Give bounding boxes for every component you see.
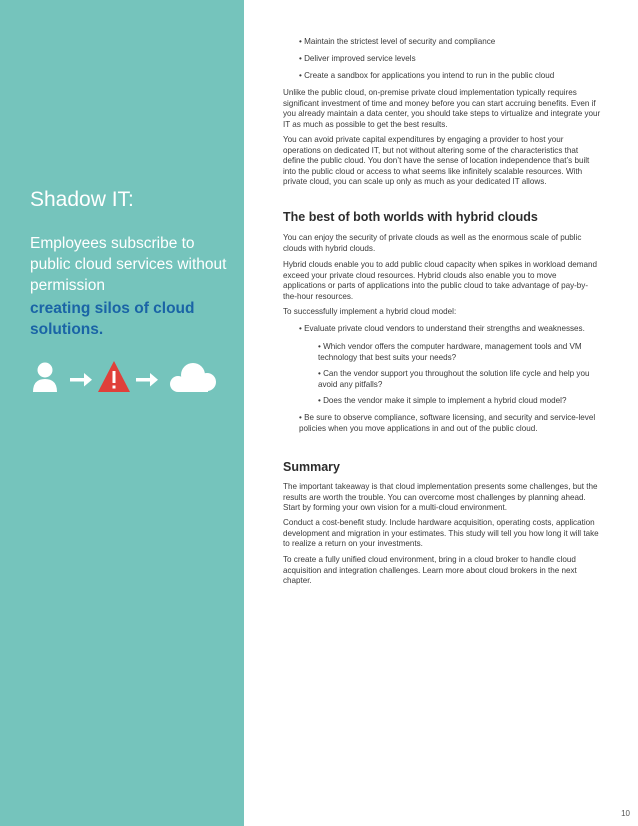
paragraph: Hybrid clouds enable you to add public cloud capacity when spikes in workload demand exceed your private cloud resources. Hybrid clouds also enable you to move applications or parts of applications into the public cloud to take advantage of pay-by-the-hour resources. (283, 260, 598, 301)
sidebar-title: Shadow IT: (30, 188, 134, 211)
sidebar-body: Employees subscribe to public cloud services without permission (30, 235, 227, 294)
arrow-right-icon (136, 373, 158, 387)
sub-list-item: • Can the vendor support you throughout the solution life cycle and help you avoid any pitfalls? (318, 369, 590, 389)
list-item: • Deliver improved service levels (299, 54, 416, 63)
sub-list-item: • Which vendor offers the computer hardware, management tools and VM technology that best suits your needs? (318, 342, 582, 362)
section-heading: The best of both worlds with hybrid clouds (283, 210, 538, 224)
sidebar-panel (0, 0, 244, 826)
paragraph: You can enjoy the security of private clouds as well as the enormous scale of public clouds with hybrid clouds. (283, 233, 582, 253)
paragraph: Conduct a cost-benefit study. Include hardware acquisition, operating costs, application development and migration in your estimates. This study will tell you how long it will take to realize a return on your investments. (283, 518, 599, 549)
arrow-right-icon (70, 373, 92, 387)
paragraph: Unlike the public cloud, on-premise private cloud implementation typically requires significant investment of time and money before you can start accruing benefits. Even if you already maintain a data center, you should take steps to virtualize and integrate your IT as much as possible to get the best results. (283, 88, 601, 129)
sub-list-item: • Does the vendor make it simple to implement a hybrid cloud model? (318, 396, 567, 405)
warning-icon (98, 361, 130, 392)
list-item: • Evaluate private cloud vendors to understand their strengths and weaknesses. (299, 324, 585, 333)
sidebar-emphasis: creating silos of cloud solutions. (30, 300, 195, 338)
cloud-icon (170, 363, 216, 392)
paragraph: You can avoid private capital expenditures by engaging a provider to host your operations on dedicated IT, but not without altering some of the characteristics that define the public cloud. You don’t have the sense of location independence that’s built into the public cloud or access to what seems like infinitely scalable resources. With private cloud, you can scale up only as much as your dedicated IT allows. (283, 135, 590, 187)
paragraph: To create a fully unified cloud environment, bring in a cloud broker to handle cloud acquisition and integration challenges. Learn more about cloud brokers in the next chapter. (283, 555, 577, 586)
list-item: • Maintain the strictest level of security and compliance (299, 37, 496, 46)
list-item: • Be sure to observe compliance, software licensing, and security and service-level policies when you move applications in and out of the public cloud. (299, 413, 596, 433)
paragraph: To successfully implement a hybrid cloud model: (283, 307, 457, 316)
section-heading: Summary (283, 460, 340, 474)
paragraph: The important takeaway is that cloud implementation presents some challenges, but the results are worth the trouble. You can overcome most challenges by planning ahead. Start by forming your own vision for a multi-cloud environment. (283, 482, 598, 513)
list-item: • Create a sandbox for applications you intend to run in the public cloud (299, 71, 555, 80)
user-icon (33, 363, 57, 393)
page-number: 10 (621, 809, 630, 818)
shadow-it-flow-graphic (30, 358, 220, 402)
